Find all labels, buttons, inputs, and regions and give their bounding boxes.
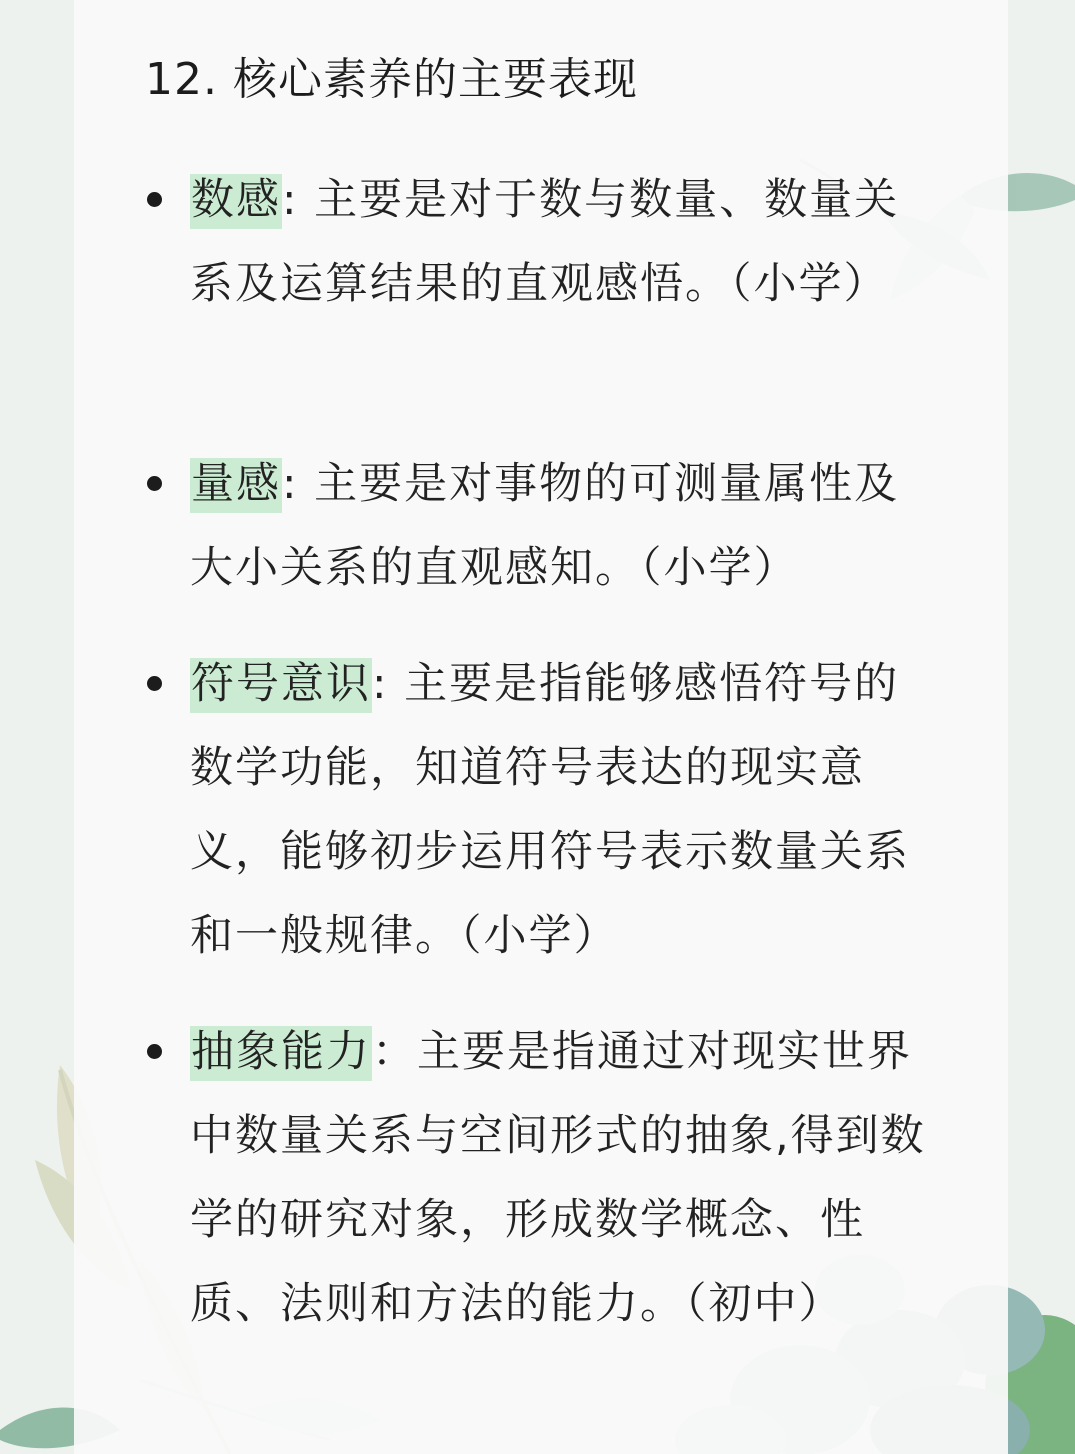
list-item: [190, 642, 935, 978]
term-separator: :: [282, 175, 315, 225]
bullet-icon: [147, 476, 162, 491]
bullet-icon: [147, 1044, 162, 1059]
list-item: [190, 1010, 935, 1346]
term-separator: ：: [372, 1027, 417, 1077]
term-description: 主要是对事物的可测量属性及大小关系的直观感知。（小学）: [190, 459, 900, 593]
term-highlight: 量感: [190, 458, 282, 513]
term-description: 主要是指能够感悟符号的数学功能，知道符号表达的现实意义，能够初步运用符号表示数量关系和一般规律。（小学）: [190, 659, 910, 961]
term-highlight: 符号意识: [190, 658, 372, 713]
bullet-icon: [147, 676, 162, 691]
term-description: 主要是对于数与数量、数量关系及运算结果的直观感悟。（小学）: [190, 175, 900, 309]
term-description: 主要是指通过对现实世界中数量关系与空间形式的抽象,得到数学的研究对象，形成数学概念、性质、法则和方法的能力。（初中）: [190, 1027, 926, 1329]
list-item: [190, 158, 935, 326]
list-item: [190, 442, 935, 610]
term-separator: :: [372, 659, 405, 709]
bullet-icon: [147, 192, 162, 207]
term-highlight: 数感: [190, 174, 282, 229]
page-title: 12. 核心素养的主要表现: [145, 54, 638, 105]
term-highlight: 抽象能力: [190, 1026, 372, 1081]
term-separator: :: [282, 459, 315, 509]
